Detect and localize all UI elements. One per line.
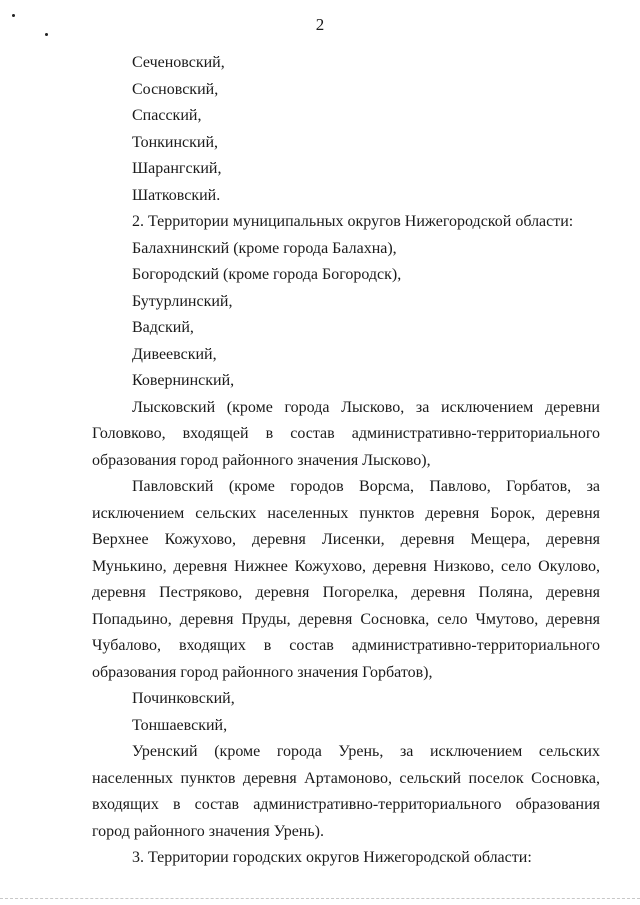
section-heading: 2. Территории муниципальных округов Нижегородской области: bbox=[132, 213, 574, 230]
paragraph-lyskovsky: Лысковский (кроме города Лысково, за исключением деревни Головково, входящей в состав административно-территориального образования город районного значения Лысково), bbox=[92, 398, 600, 469]
document-body bbox=[92, 50, 600, 872]
list-item: Шатковский. bbox=[132, 186, 221, 204]
section-heading: 3. Территории городских округов Нижегородской области: bbox=[132, 849, 532, 866]
list-item: Бутурлинский, bbox=[132, 292, 233, 310]
list-item: Тонкинский, bbox=[132, 133, 219, 151]
list-item: Ковернинский, bbox=[132, 372, 235, 389]
list-item: Спасский, bbox=[132, 107, 202, 124]
list-item: Сосновский, bbox=[132, 80, 219, 98]
list-item: Балахнинский (кроме города Балахна), bbox=[132, 239, 397, 257]
list-item: Сеченовский, bbox=[132, 54, 225, 71]
paragraph-urensky: Уренский (кроме города Урень, за исключением сельских населенных пунктов деревня Артамоново, сельский поселок Сосновка, входящих в состав административно-территориального образования город районного значения Урень). bbox=[92, 743, 600, 840]
list-item: Тоншаевский, bbox=[132, 716, 228, 734]
list-item: Вадский, bbox=[132, 319, 194, 336]
scan-edge-line bbox=[0, 898, 640, 899]
page-number: 2 bbox=[315, 15, 325, 34]
list-item: Дивеевский, bbox=[132, 345, 217, 363]
list-item: Починковский, bbox=[132, 690, 235, 707]
list-item: Богородский (кроме города Богородск), bbox=[132, 266, 402, 283]
paragraph-pavlovsky: Павловский (кроме городов Ворсма, Павлово, Горбатов, за исключением сельских населенных пунктов деревня Борок, деревня Верхнее Кожухово, деревня Лисенки, деревня Мещера, деревня Мунькино, деревня Нижнее Кожухово, деревня Низково, село Окулово, деревня Пестряково, деревня Погорелка, деревня Поляна, деревня Попадьино, деревня Пруды, деревня Сосновка, село Чмутово, деревня Чубалово, входящих в состав административно-территориального образования город районного значения Горбатов), bbox=[92, 478, 600, 681]
list-item: Шарангский, bbox=[132, 160, 222, 177]
